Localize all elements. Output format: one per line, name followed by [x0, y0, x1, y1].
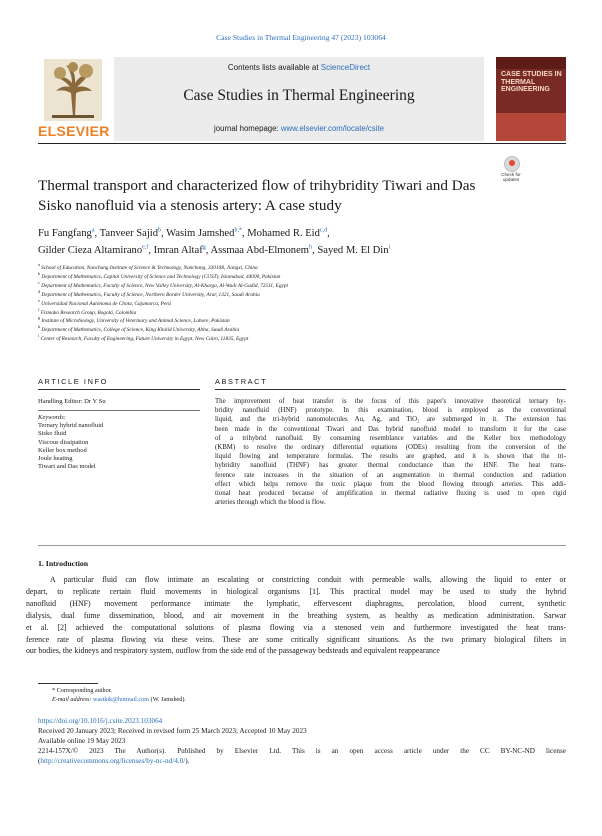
affiliation-text: Department of Mathematics, College of Science, King Khalid University, Abha, Saudi Arabia [40, 327, 240, 334]
affiliation-text: Department of Mathematics, Capital University of Science and Technology (CUST), Islamabad, 44000, Pakistan [40, 273, 281, 280]
journal-reference[interactable]: Case Studies in Thermal Engineering 47 (2023) 103064 [216, 33, 386, 42]
license-line-2: (http://creativecommons.org/licenses/by-nc-nd/4.0/). [38, 757, 190, 765]
author-name[interactable]: Tanveer Sajid [99, 228, 159, 239]
abstract-line: been made in the conventional Tiwari and Das hybrid nanofluid model to transform it for the case [215, 425, 566, 433]
check-for-updates-badge[interactable] [496, 156, 526, 188]
abstract-rule [215, 389, 566, 390]
author-affiliation-marker[interactable]: a [91, 227, 95, 234]
introduction-line: nanofluid (HNF) movement performance intimate the lymphatic, effervescent diaphragms, percolation, blood current, synthetic [26, 598, 566, 608]
author-name[interactable]: Wasim Jamshed [166, 228, 235, 239]
abstract-body [215, 397, 566, 507]
keywords-block [38, 414, 200, 471]
author-affiliation-marker[interactable]: c,d [319, 227, 328, 234]
abstract-line: bridity nanofluid (HNF) prototype. In this examination, blood is employed as the conventional [215, 407, 566, 415]
keyword-item: Joule heating [38, 455, 73, 463]
affiliation-text: School of Education, Nanchang Institute of Science & Technology, Nanchang, 330108, Jiangxi, China [39, 265, 258, 271]
publication-info [38, 716, 566, 766]
affiliation-key: e [38, 297, 40, 303]
affiliation-text: Institute of Microbiology, University of Veterinary and Animal Science, Lahore, Pakistan [40, 318, 230, 325]
affiliation-key: f [38, 306, 40, 312]
affiliation-item [38, 273, 566, 282]
affiliation-item [38, 282, 566, 291]
keyword-item: Keller box method [38, 446, 87, 454]
homepage-line: journal homepage: www.elsevier.com/locate/csite [214, 124, 384, 133]
article-info-rule [38, 389, 200, 390]
journal-masthead [38, 57, 566, 141]
keywords-rule [38, 410, 200, 411]
introduction-line: ference rate of plasma flowing via these veins. These are some critically significant situations. As the two primary biological filters in [26, 634, 566, 644]
abstract-line: of a trihybrid nanofluid. By consuming resemblance variables and the Keller box methodology [215, 434, 566, 442]
author-affiliation-marker[interactable]: i [388, 244, 391, 251]
check-updates-label: Check for updates [501, 172, 521, 182]
author-name[interactable]: Assmaa Abd-Elmonem [210, 245, 310, 256]
affiliation-text: Department of Mathematics, Faculty of Science, Northern Border University, Arar, 1321, Saudi Arabia [40, 291, 260, 298]
abstract-line: liquid, and the tri-hybrid nanomolecules Au, Ag, and TiO₂ are submerged in it. The extension has [215, 416, 566, 424]
introduction-line: depart, to replicate certain fluid movements in biological organisms [1]. This practical model may be used to study the hybrid [26, 586, 566, 596]
available-online: Available online 19 May 2023 [38, 737, 126, 745]
email-link[interactable]: wasiktk@hotmail.com [93, 696, 150, 703]
article-title: Thermal transport and characterized flow of trihybridity Tiwari and Das Sisko nanofluid via a stenosis artery: A case study [38, 177, 476, 214]
keyword-list [38, 422, 200, 471]
author-name[interactable]: Gilder Cieza Altamirano [38, 245, 143, 256]
introduction-line: et al. [2] achieved the computational solutions of plasma flowing via a stenosed vein and furthermore investigated the heat trans- [26, 622, 566, 632]
keywords-label: Keywords: [38, 414, 66, 421]
elsevier-logo[interactable] [38, 59, 108, 139]
author-affiliation-marker[interactable]: h [309, 244, 313, 251]
affiliation-item [38, 335, 566, 344]
cover-bottom-band [496, 113, 566, 141]
article-info-heading: ARTICLE INFO [38, 377, 108, 386]
introduction-heading: 1. Introduction [38, 559, 89, 568]
keyword-item: Viscous dissipation [38, 438, 89, 446]
affiliation-item [38, 297, 566, 309]
elsevier-wordmark: ELSEVIER [38, 123, 110, 139]
journal-title: Case Studies in Thermal Engineering [183, 87, 415, 104]
masthead-rule [38, 143, 566, 144]
introduction-line: dialysis, dual fume dissemination, blood, and air movement in the breathing system, as healthy as medication administration. Sarwar [26, 610, 566, 620]
affiliation-item [38, 317, 566, 326]
keyword-item: Sisko fluid [38, 430, 67, 438]
affiliation-key: b [38, 271, 41, 277]
affiliation-key: d [38, 288, 41, 294]
author-affiliation-marker[interactable]: e,f [142, 244, 149, 251]
affiliation-key: g [38, 315, 41, 321]
abstract-line: tional heat produced because of amplification in thermal radiative fluxing is used to open rigid [215, 490, 566, 498]
author-name[interactable]: Imran Altaf [153, 245, 203, 256]
contents-line: Contents lists available at ScienceDirect [227, 63, 371, 72]
affiliation-text: Universidad Nacional Autónoma de Chota, Cajamarca, Perú [39, 300, 171, 307]
cover-top-band [496, 57, 566, 69]
footnotes [52, 686, 552, 704]
affiliation-text: Department of Mathematics, Faculty of Science, New Valley University, Al-Kharga, Al-Wadi Al-Gadid, 72511, Egypt [39, 282, 288, 289]
footnote-rule [38, 683, 98, 684]
affiliation-item [38, 264, 566, 273]
author-name[interactable]: Fu Fangfang [38, 228, 92, 239]
introduction-body [26, 574, 566, 657]
abstract-line: The improvement of heat transfer is the focus of this paper's innovative theoretical ternary hy- [215, 398, 566, 405]
abstract-line: arteries through which the blood is flow. [215, 499, 326, 507]
abstract-line: ference rate increases in the situation of an augmentation in thermal conduction and radiation [215, 471, 566, 479]
affiliation-text: Fizmako Research Group, Bogotá, Colombia [39, 309, 137, 316]
check-updates-icon [504, 156, 520, 172]
abstract-line: (KBM) to resolve the ordinary differential equations (ODEs) resulting from the conversion of the [215, 444, 566, 452]
doi-link[interactable]: https://doi.org/10.1016/j.csite.2023.103064 [38, 717, 163, 725]
license-link[interactable]: http://creativecommons.org/licenses/by-nc-nd/4.0/ [40, 757, 186, 765]
abstract-line: liquid flowing and temperature formulas. The results are graphed, and it is shown that the tri- [215, 453, 566, 461]
author-affiliation-marker[interactable]: b,* [234, 227, 242, 234]
affiliation-item [38, 306, 566, 318]
keyword-item: Ternary hybrid nanofluid [38, 422, 104, 430]
email-note: E-mail address: wasiktk@hotmail.com (W. Jamshed). [52, 696, 186, 703]
author-affiliation-marker[interactable]: g [202, 244, 206, 251]
affiliation-key: h [38, 324, 41, 330]
abstract-line: effect which helps remove the toxic plaque from the blood flowing through arteries. This addi- [215, 480, 566, 488]
journal-cover-image[interactable] [496, 57, 566, 141]
corresponding-author-note: * Corresponding author. [52, 687, 112, 694]
introduction-line: A particular fluid can flow intimate an escalating or constricting conduit with permeable walls, allowing the liquid to enter or [50, 575, 566, 584]
affiliation-item [38, 288, 566, 300]
affiliation-list [38, 264, 566, 344]
received-dates: Received 20 January 2023; Received in revised form 25 March 2023; Accepted 10 May 2023 [38, 727, 307, 735]
cover-title: CASE STUDIES IN THERMAL ENGINEERING [501, 71, 562, 93]
affiliation-text: Center of Research, Faculty of Engineering, Future University in Egypt, New Cairo, 11835, Egypt [39, 336, 249, 343]
author-name[interactable]: Mohamed R. Eid [247, 228, 320, 239]
introduction-line: our bodies, the kidneys and respiratory system, outflow from the side end of the passageway bedsteads and equivalent reappearance [26, 646, 440, 656]
abstract-line: hybridity nanofluid (THNF) has greater thermal conductance than the HNF. The heat trans- [215, 462, 566, 470]
sciencedirect-link[interactable]: ScienceDirect [320, 63, 371, 72]
abstract-heading: ABSTRACT [215, 377, 268, 386]
keyword-item: Tiwari and Das model [38, 463, 96, 471]
affiliation-key: c [38, 280, 40, 286]
affiliation-item [38, 326, 566, 335]
elsevier-tree-icon [44, 59, 102, 121]
masthead-center [114, 57, 484, 141]
license-line: 2214-157X/© 2023 The Author(s). Published by Elsevier Ltd. This is an open access article under the CC BY-NC-ND license [38, 747, 566, 755]
affiliation-key: a [38, 262, 40, 268]
homepage-link[interactable]: www.elsevier.com/locate/csite [280, 124, 384, 133]
affiliation-key: i [38, 333, 40, 339]
author-list: Fu Fangfang$^a$, Tanveer Sajid$^b$, Wasim Jamshed$^{b,*}$, Mohamed R. Eid$^{c,d}$, Gilder Cieza Altamirano$^{e,f}$, Imran Altaf$^g$, Assmaa Abd-Elmonem$^h$, Sayed M. El Din$^i$ [38, 227, 391, 256]
author-name[interactable]: Sayed M. El Din [317, 245, 389, 256]
abstract-bottom-rule [38, 545, 566, 546]
handling-editor: Handling Editor: Dr Y Su [38, 398, 106, 405]
author-affiliation-marker[interactable]: b [158, 227, 162, 234]
